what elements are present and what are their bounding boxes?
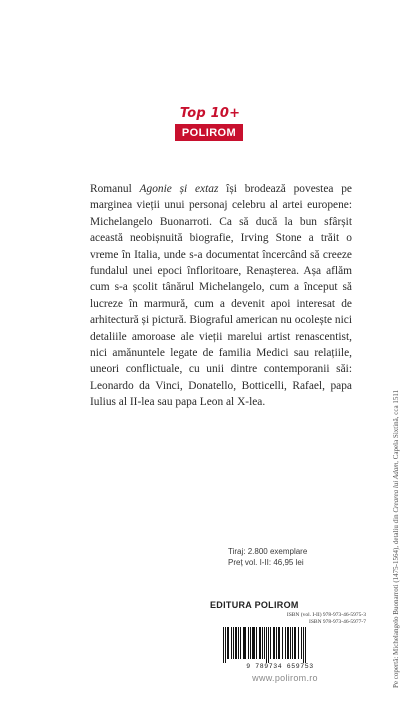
barcode-digits: 9 789734 659753 xyxy=(246,663,314,670)
price: Preț vol. I-II: 46,95 lei xyxy=(228,558,304,567)
cover-credit-work: Crearea lui Adam xyxy=(392,462,400,513)
isbn-set: ISBN (vol. I-II) 978-973-46-5975-3 xyxy=(286,612,366,618)
print-info xyxy=(228,546,368,568)
barcode-bars xyxy=(219,627,342,663)
back-cover-blurb xyxy=(90,181,352,411)
cover-credit-suffix: , Capela Sixtină, cca 1511 xyxy=(392,389,400,463)
cover-credit-prefix: Pe copertă: Michelangelo Buonarroti (1475-1564), detaliu din xyxy=(392,512,400,688)
barcode xyxy=(219,627,342,663)
blurb-body: își brodează povestea pe marginea vieții unui personaj celebru al artei europene: Michelangelo Buonarroti. Ca să ducă la bun sfârșit această neobișnuită biografie, Irving Stone a trăit o vreme în Italia, unde s-a documentat încercând să creeze fundalul unei epoci înfloritoare, Renașterea. Așa aflăm cum s-a școlit tânărul Michelangelo, cum a început să lucreze în marmură, cum a devenit apoi interesat de arhitectură și pictură. Biograful american nu ocolește nici detaliile amoroase ale vieții marelui artist renascentist, nici amănuntele legate de familia Medici sau relațiile, uneori conflictuale, cu unii dintre contemporanii săi: Leonardo da Vinci, Donatello, Botticelli, Rafael, papa Iulius al II-lea sau papa Leon al X-lea. xyxy=(90,183,352,409)
book-title: Agonie și extaz xyxy=(139,183,219,195)
blurb-intro: Romanul xyxy=(90,183,140,195)
isbn-block xyxy=(236,612,366,626)
cover-credit xyxy=(392,390,400,688)
isbn-volume: ISBN 978-973-46-5977-7 xyxy=(309,619,366,625)
publisher-name: EDITURA POLIROM xyxy=(210,600,299,610)
publisher-logo: POLIROM xyxy=(175,124,243,141)
print-run: Tiraj: 2.800 exemplare xyxy=(228,547,308,556)
website-link[interactable]: www.polirom.ro xyxy=(252,673,318,683)
series-logo-text: Top 10+ xyxy=(179,106,241,121)
